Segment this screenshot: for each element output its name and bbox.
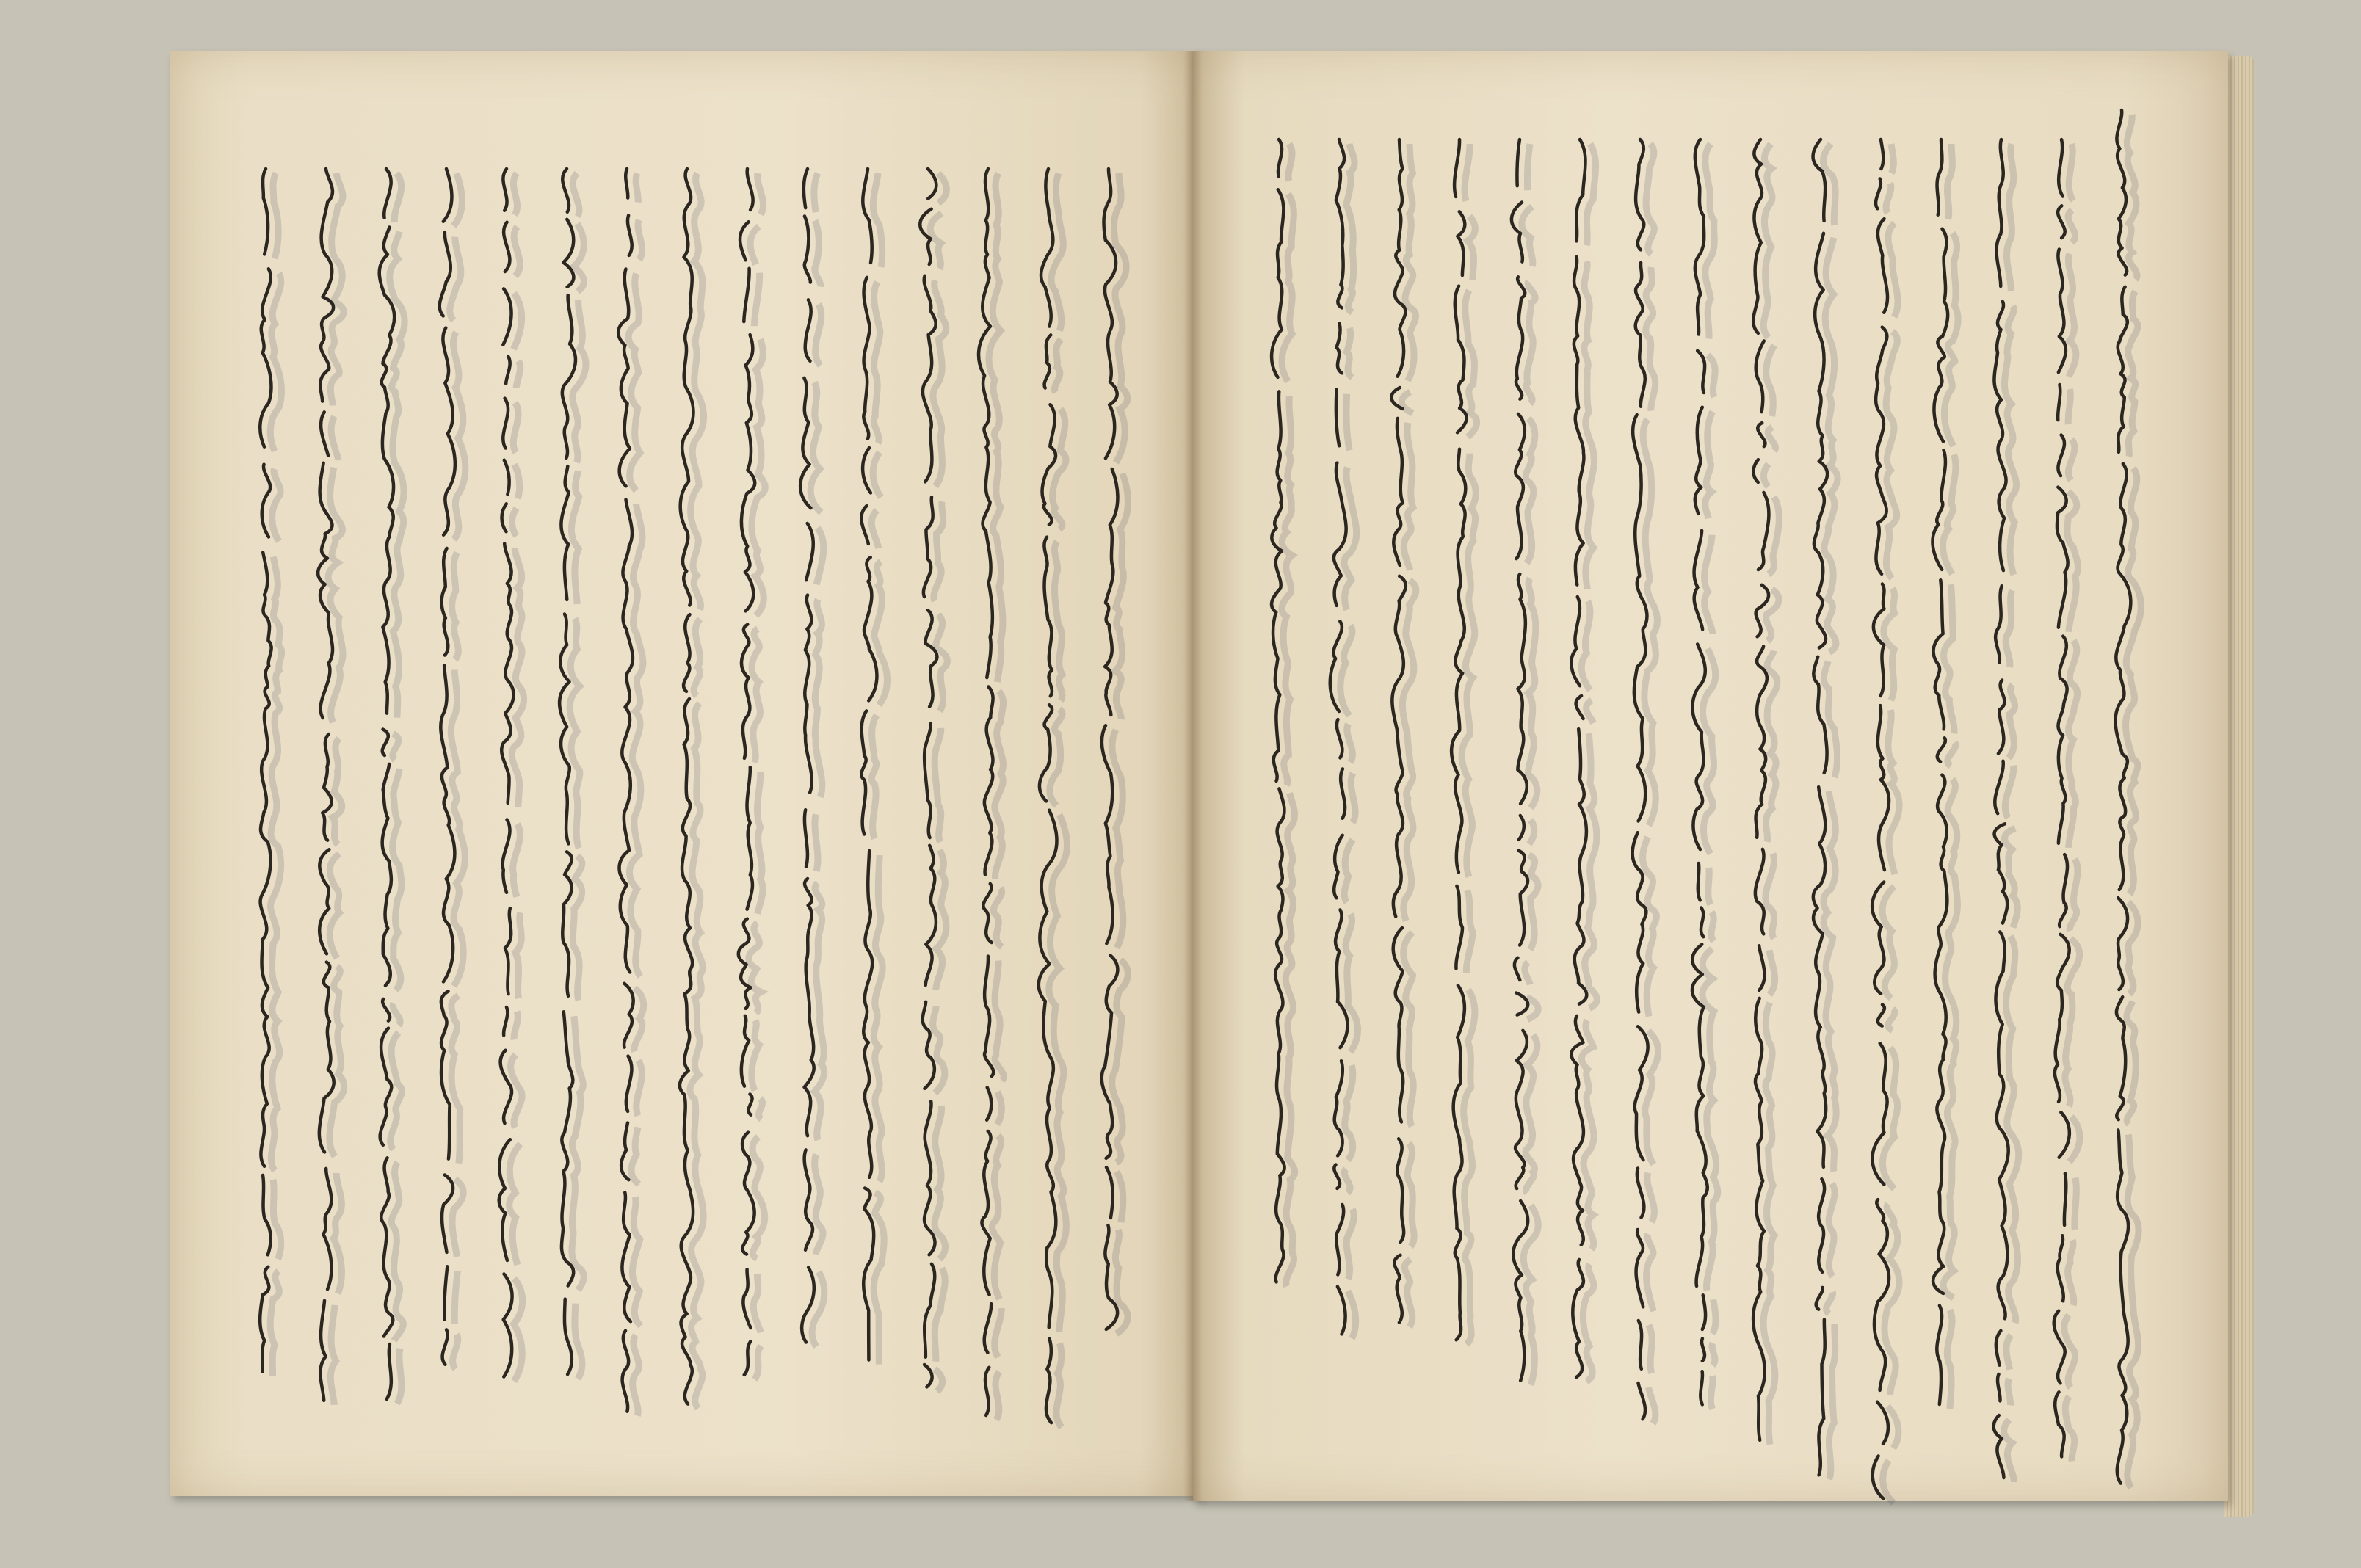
right-text-line-9	[1623, 139, 1657, 1402]
left-text-line-1	[1092, 169, 1125, 1343]
left-text-line-4	[911, 169, 945, 1387]
left-text-line-5	[851, 169, 885, 1358]
right-text-line-13	[1382, 139, 1416, 1329]
right-text-line-11	[1503, 139, 1537, 1351]
page-stack-edge	[2224, 56, 2254, 1517]
left-text-line-14	[309, 169, 343, 1387]
left-text-line-12	[429, 169, 463, 1373]
left-text-line-13	[369, 169, 403, 1380]
right-text-line-10	[1563, 139, 1597, 1387]
book-gutter	[1183, 51, 1203, 1501]
right-text-line-7	[1744, 139, 1777, 1431]
right-text-line-8	[1683, 139, 1717, 1387]
right-text-line-12	[1443, 139, 1476, 1343]
left-text-line-10	[550, 169, 584, 1373]
right-text-line-6	[1804, 139, 1838, 1439]
right-text-line-5	[1864, 139, 1898, 1483]
right-text-line-2	[2045, 139, 2078, 1453]
right-text-line-14	[1322, 139, 1356, 1314]
left-text-line-2	[1031, 169, 1065, 1387]
left-text-line-6	[791, 169, 824, 1343]
left-text-line-3	[971, 169, 1005, 1387]
left-text-line-7	[730, 169, 764, 1373]
left-text-line-11	[490, 169, 523, 1380]
right-text-line-1	[2105, 110, 2139, 1453]
left-text-line-8	[670, 169, 704, 1380]
left-text-line-15	[249, 169, 283, 1373]
right-text-line-4	[1924, 139, 1958, 1431]
right-text-line-15	[1262, 139, 1296, 1285]
left-text-line-9	[610, 169, 644, 1387]
right-text-line-3	[1984, 139, 2018, 1453]
